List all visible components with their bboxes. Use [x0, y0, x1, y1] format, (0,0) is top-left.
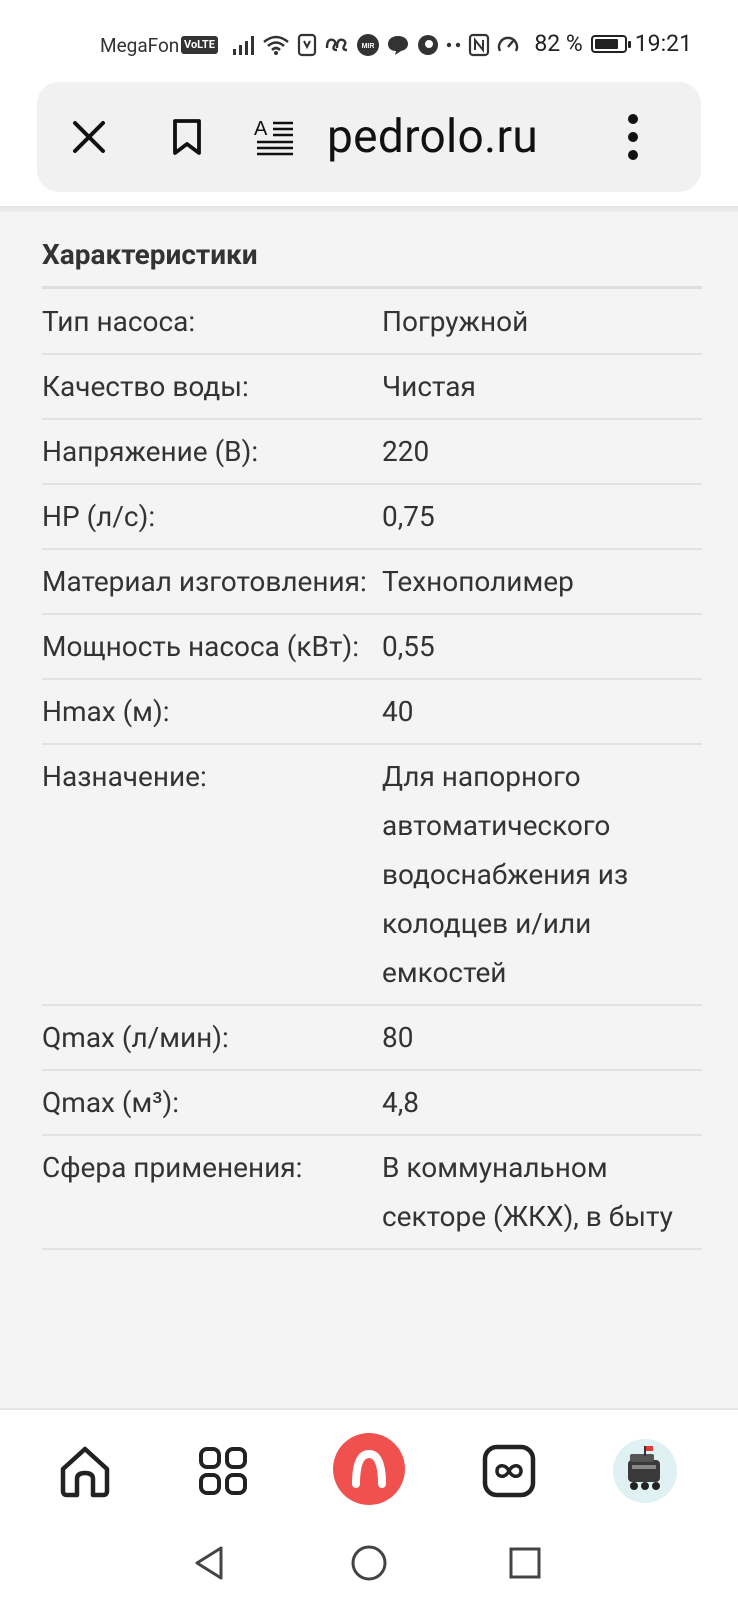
- spec-key: Назначение:: [42, 744, 382, 1005]
- chat-icon: [386, 34, 410, 56]
- spec-value: 220: [382, 419, 702, 484]
- url-domain[interactable]: pedrolo.ru: [327, 110, 539, 164]
- spec-row: [42, 614, 702, 679]
- apps-grid-icon[interactable]: [188, 1436, 258, 1506]
- svg-text:A: A: [254, 118, 268, 140]
- power-saving-icon: [496, 33, 520, 57]
- spec-key: Материал изготовления:: [42, 549, 382, 614]
- battery-percent: 82 %: [534, 30, 583, 57]
- spec-key: Hmax (м):: [42, 679, 382, 744]
- more-notifications-icon: [446, 41, 462, 49]
- spec-key: Тип насоса:: [42, 290, 382, 354]
- spec-value: Чистая: [382, 354, 702, 419]
- spec-value: 40: [382, 679, 702, 744]
- spec-row: [42, 1005, 702, 1070]
- clock: 19:21: [634, 30, 692, 57]
- signal-icon: [232, 34, 256, 56]
- browser-notification-icon: [416, 33, 440, 57]
- svg-text:MIR: MIR: [361, 43, 375, 50]
- spec-row: [42, 549, 702, 614]
- profile-avatar-icon[interactable]: [612, 1438, 678, 1504]
- battery-icon: [591, 35, 627, 53]
- section-title: Характеристики: [42, 238, 258, 271]
- bookmark-icon[interactable]: [157, 107, 217, 167]
- status-icons: [232, 30, 520, 60]
- browser-address-bar: [37, 82, 701, 192]
- home-circle-icon[interactable]: [344, 1538, 394, 1588]
- spec-row: [42, 744, 702, 1005]
- system-nav-bar: [0, 1530, 738, 1600]
- spec-key: Напряжение (В):: [42, 419, 382, 484]
- title-divider: [42, 286, 702, 289]
- spec-key: Сфера применения:: [42, 1135, 382, 1249]
- spec-row: [42, 679, 702, 744]
- spec-value: В коммунальном секторе (ЖКХ), в быту: [382, 1135, 702, 1249]
- carrier-name: MegaFon: [100, 34, 180, 57]
- specs-table: [42, 290, 702, 1250]
- spec-value: 0,55: [382, 614, 702, 679]
- close-icon[interactable]: [59, 107, 119, 167]
- status-right: [534, 30, 692, 57]
- spec-row: [42, 1070, 702, 1135]
- spec-key: HP (л/с):: [42, 484, 382, 549]
- reader-mode-icon[interactable]: [245, 107, 305, 167]
- page-content[interactable]: [0, 212, 738, 1408]
- vibrate-icon: [296, 33, 318, 57]
- spec-key: Qmax (л/мин):: [42, 1005, 382, 1070]
- spec-value: Для напорного автоматического водоснабжения из колодцев и/или емкостей: [382, 744, 702, 1005]
- spec-value: 80: [382, 1005, 702, 1070]
- home-icon[interactable]: [50, 1436, 120, 1506]
- spec-row: [42, 1135, 702, 1249]
- recents-icon[interactable]: [500, 1538, 550, 1588]
- spec-row: [42, 484, 702, 549]
- alice-icon[interactable]: [332, 1432, 406, 1506]
- status-bar: [0, 0, 738, 80]
- mir-pay-icon: [356, 33, 380, 57]
- spec-key: Мощность насоса (кВт):: [42, 614, 382, 679]
- tabs-icon[interactable]: [474, 1436, 544, 1506]
- messenger-icon: [324, 34, 350, 56]
- spec-value: 0,75: [382, 484, 702, 549]
- spec-row: [42, 419, 702, 484]
- spec-row: [42, 290, 702, 354]
- nfc-icon: [468, 33, 490, 57]
- spec-value: 4,8: [382, 1070, 702, 1135]
- more-icon[interactable]: [603, 107, 663, 167]
- spec-key: Qmax (м³):: [42, 1070, 382, 1135]
- spec-value: Погружной: [382, 290, 702, 354]
- browser-bottom-nav: [0, 1408, 738, 1532]
- back-icon[interactable]: [184, 1538, 234, 1588]
- volte-badge: VoLTE: [181, 36, 218, 54]
- spec-value: Технополимер: [382, 549, 702, 614]
- wifi-icon: [262, 34, 290, 56]
- spec-key: Качество воды:: [42, 354, 382, 419]
- spec-row: [42, 354, 702, 419]
